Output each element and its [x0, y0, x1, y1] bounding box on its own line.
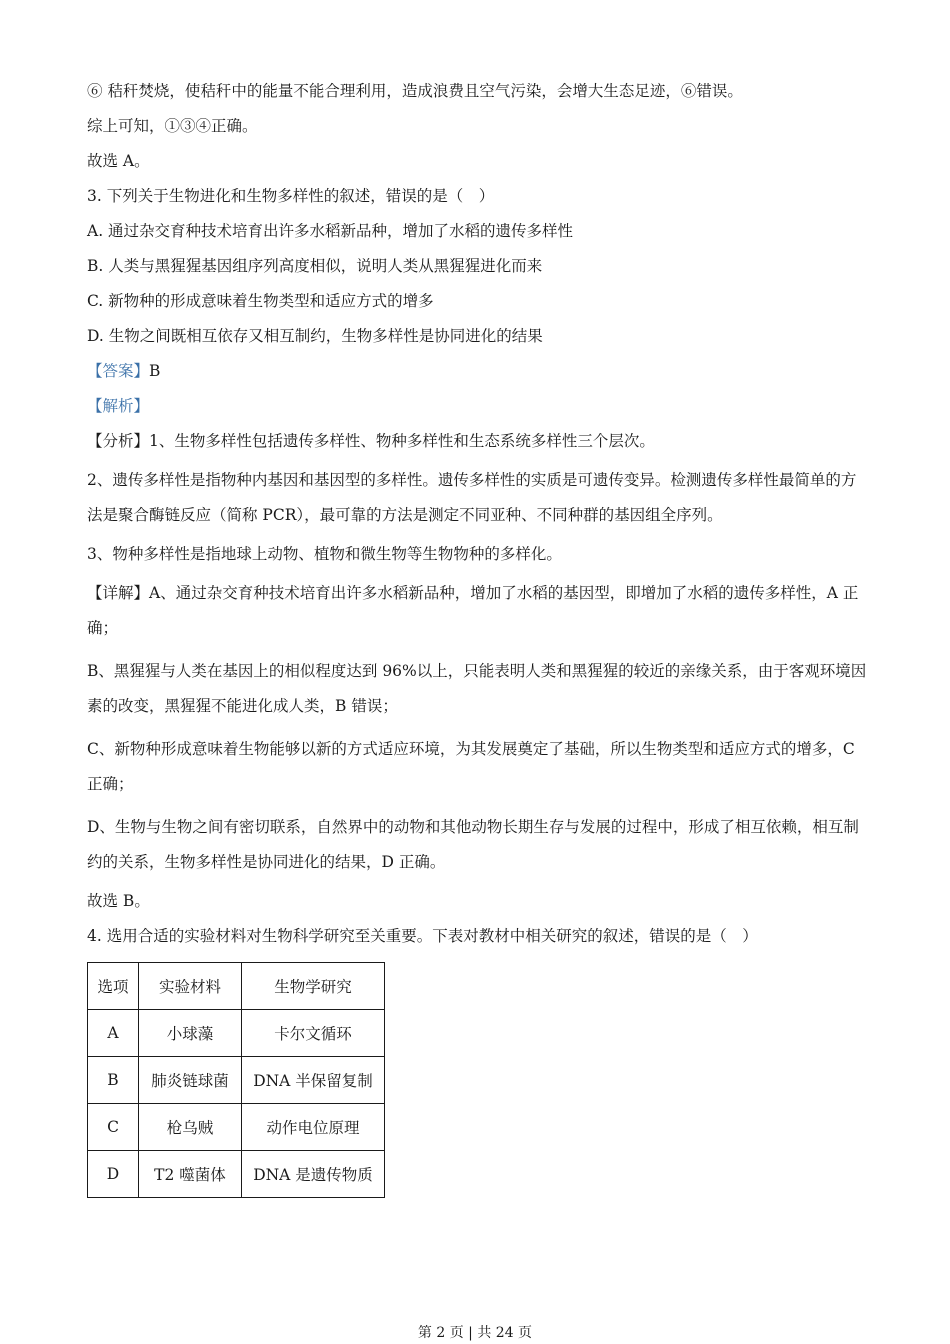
- table-cell: DNA 半保留复制: [242, 1057, 385, 1104]
- text-line: 综上可知，①③④正确。: [87, 117, 258, 135]
- detail-d: D、生物与生物之间有密切联系，自然界中的动物和其他动物长期生存与发展的过程中，形成了相互依赖，相互制约的关系，生物多样性是协同进化的结果，D 正确。: [87, 818, 859, 871]
- question-3-stem: 3. 下列关于生物进化和生物多样性的叙述，错误的是（ ）: [87, 187, 495, 205]
- table-cell: B: [88, 1057, 139, 1104]
- question-3-option-b: B. 人类与黑猩猩基因组序列高度相似，说明人类从黑猩猩进化而来: [87, 257, 543, 275]
- question-3-option-a: A. 通过杂交育种技术培育出许多水稻新品种，增加了水稻的遗传多样性: [87, 222, 574, 240]
- materials-table: [87, 962, 385, 1198]
- detail-b: B、黑猩猩与人类在基因上的相似程度达到 96%以上，只能表明人类和黑猩猩的较近的亲缘关系，由于客观环境因素的改变，黑猩猩不能进化成人类，B 错误；: [87, 662, 867, 715]
- table-header-cell: 生物学研究: [242, 963, 385, 1010]
- detail-a: 【详解】A、通过杂交育种技术培育出许多水稻新品种，增加了水稻的基因型，即增加了水稻的遗传多样性，A 正确；: [87, 584, 859, 637]
- table-header-cell: 选项: [88, 963, 139, 1010]
- analysis-point-2: 2、遗传多样性是指物种内基因和基因型的多样性。遗传多样性的实质是可遗传变异。检测遗传多样性最简单的方法是聚合酶链反应（简称 PCR），最可靠的方法是测定不同亚种、不同种群的基因组全序列。: [87, 471, 857, 524]
- table-cell: D: [88, 1151, 139, 1198]
- page-footer: 第 2 页 | 共 24 页: [417, 1325, 533, 1341]
- text-line: 故选 A。: [87, 152, 150, 170]
- detail-c: C、新物种形成意味着生物能够以新的方式适应环境，为其发展奠定了基础，所以生物类型和适应方式的增多，C 正确；: [87, 740, 855, 793]
- analysis-heading: [87, 393, 867, 428]
- table-cell: 动作电位原理: [242, 1104, 385, 1151]
- table-cell: T2 噬菌体: [139, 1151, 242, 1198]
- analysis-point-1: 【分析】1、生物多样性包括遗传多样性、物种多样性和生态系统多样性三个层次。: [87, 432, 655, 450]
- answer-label: 【答案】: [87, 362, 150, 380]
- table-header-row: [88, 963, 385, 1010]
- table-cell: C: [88, 1104, 139, 1151]
- question-4-stem: 4. 选用合适的实验材料对生物科学研究至关重要。下表对教材中相关研究的叙述，错误的是（ ）: [87, 927, 758, 945]
- table-row: [88, 1010, 385, 1057]
- table-header-cell: 实验材料: [139, 963, 242, 1010]
- table-row: [88, 1104, 385, 1151]
- table-cell: 小球藻: [139, 1010, 242, 1057]
- text-line: ⑥ 秸秆焚烧，使秸秆中的能量不能合理利用，造成浪费且空气污染，会增大生态足迹，⑥错误。: [87, 82, 743, 100]
- table-cell: 枪乌贼: [139, 1104, 242, 1151]
- question-3-option-d: D. 生物之间既相互依存又相互制约，生物多样性是协同进化的结果: [87, 327, 543, 345]
- table-cell: A: [88, 1010, 139, 1057]
- answer-value: B: [149, 362, 161, 380]
- table-cell: 卡尔文循环: [242, 1010, 385, 1057]
- question-3-option-c: C. 新物种的形成意味着生物类型和适应方式的增多: [87, 292, 434, 310]
- table-cell: DNA 是遗传物质: [242, 1151, 385, 1198]
- document-body: [87, 78, 867, 1198]
- table-row: [88, 1057, 385, 1104]
- text-line: 故选 B。: [87, 892, 150, 910]
- table-cell: 肺炎链球菌: [139, 1057, 242, 1104]
- analysis-point-3: 3、物种多样性是指地球上动物、植物和微生物等生物物种的多样化。: [87, 545, 562, 563]
- analysis-label: 【解析】: [87, 397, 150, 415]
- table-row: [88, 1151, 385, 1198]
- answer-line: [87, 358, 867, 393]
